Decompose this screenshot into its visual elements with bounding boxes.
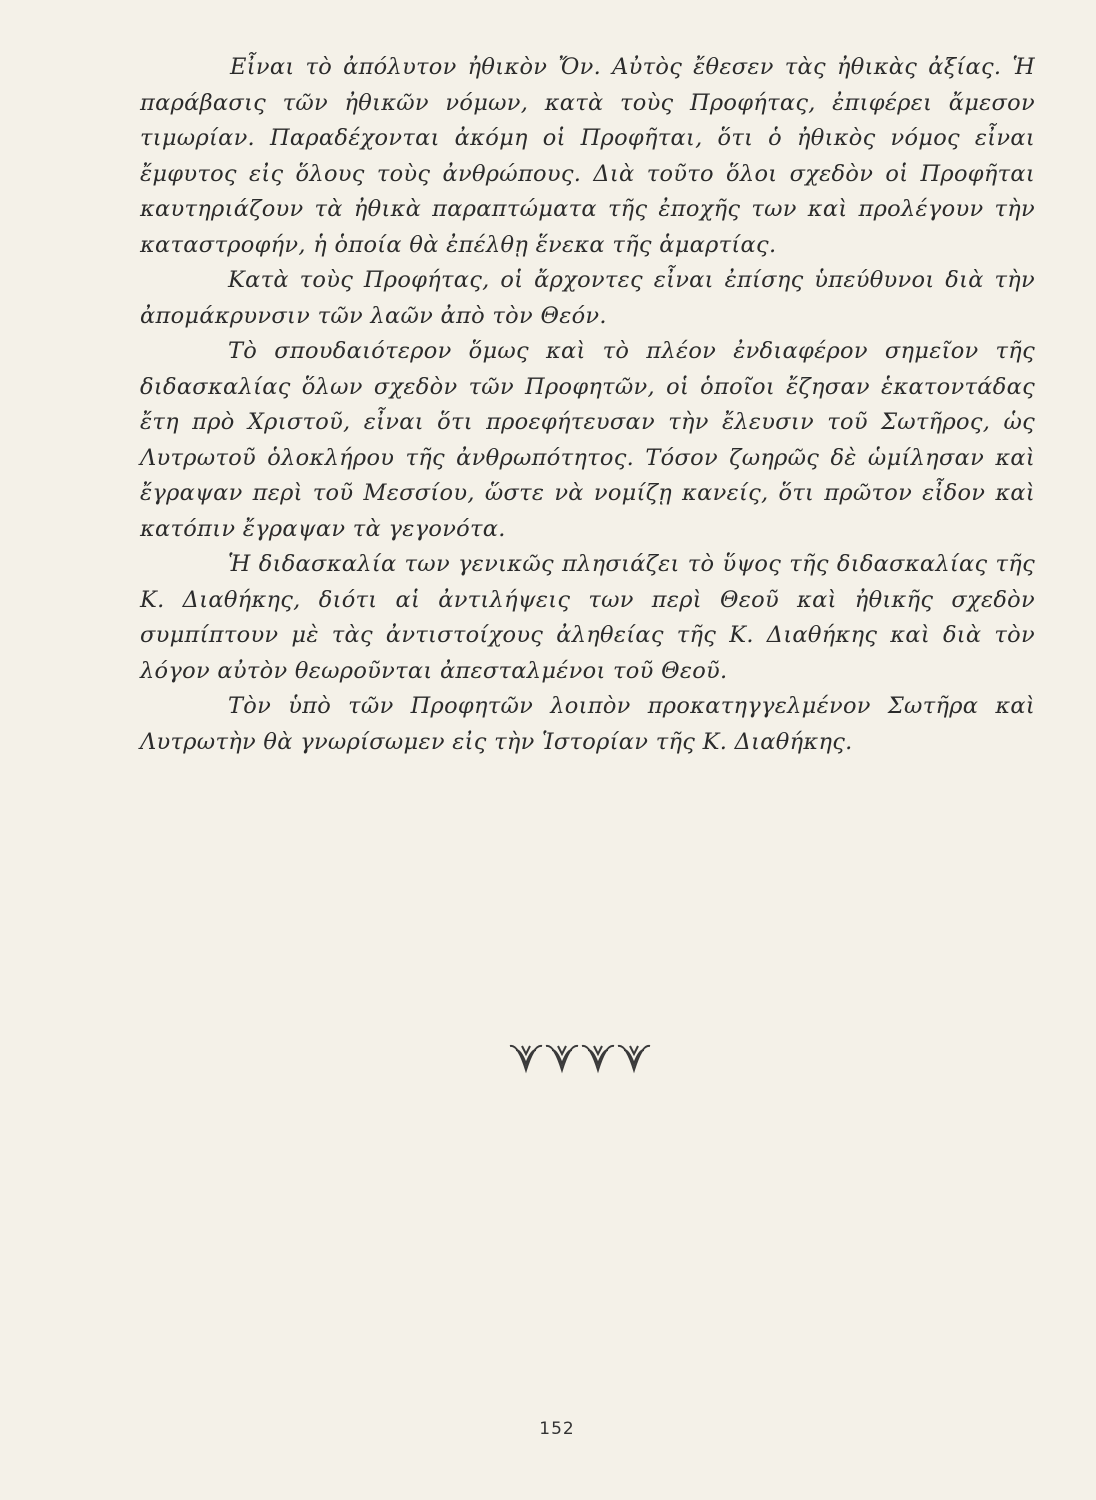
section-end-ornament-icon <box>508 1040 652 1074</box>
paragraph-2: Κατὰ τοὺς Προφήτας, οἱ ἄρχοντες εἶναι ἐπίσης ὑπεύθυνοι διὰ τὴν ἀπομάκρυνσιν τῶν λαῶν ἀπὸ τὸν Θεόν. <box>140 267 1035 329</box>
page-number: 152 <box>539 1419 575 1439</box>
paragraph-4: Ἡ διδασκαλία των γενικῶς πλησιάζει τὸ ὕψος τῆς διδασκαλίας τῆς Κ. Διαθήκης, διότι αἱ ἀντιλήψεις των περὶ Θεοῦ καὶ ἠθικῆς σχεδὸν συμπίπτουν μὲ τὰς ἀντιστοίχους ἀληθείας τῆς Κ. Διαθήκης καὶ διὰ τὸν λόγον αὐτὸν θεωροῦνται ἀπεσταλμένοι τοῦ Θεοῦ. <box>140 551 1035 684</box>
paragraph-5: Τὸν ὑπὸ τῶν Προφητῶν λοιπὸν προκατηγγελμένον Σωτῆρα καὶ Λυτρωτὴν θὰ γνωρίσωμεν εἰς τὴν Ἱστορίαν τῆς Κ. Διαθήκης. <box>140 693 1035 755</box>
paragraph-3: Τὸ σπουδαιότερον ὅμως καὶ τὸ πλέον ἐνδιαφέρον σημεῖον τῆς διδασκαλίας ὅλων σχεδὸν τῶν Προφητῶν, οἱ ὁποῖοι ἔζησαν ἑκατοντάδας ἔτη πρὸ Χριστοῦ, εἶναι ὅτι προεφήτευσαν τὴν ἔλευσιν τοῦ Σωτῆρος, ὡς Λυτρωτοῦ ὁλοκλήρου τῆς ἀνθρωπότητος. Τόσον ζωηρῶς δὲ ὡμίλησαν καὶ ἔγραψαν περὶ τοῦ Μεσσίου, ὥστε νὰ νομίζῃ κανείς, ὅτι πρῶτον εἶδον καὶ κατόπιν ἔγραψαν τὰ γεγονότα. <box>140 338 1035 542</box>
paragraph-1: Εἶναι τὸ ἀπόλυτον ἠθικὸν Ὄν. Αὐτὸς ἔθεσεν τὰς ἠθικὰς ἀξίας. Ἡ παράβασις τῶν ἠθικῶν νόμων, κατὰ τοὺς Προφήτας, ἐπιφέρει ἄμεσον τιμωρίαν. Παραδέχονται ἀκόμη οἱ Προφῆται, ὅτι ὁ ἠθικὸς νόμος εἶναι ἔμφυτος εἰς ὅλους τοὺς ἀνθρώπους. Διὰ τοῦτο ὅλοι σχεδὸν οἱ Προφῆται καυτηριάζουν τὰ ἠθικὰ παραπτώματα τῆς ἐποχῆς των καὶ προλέγουν τὴν καταστροφήν, ἡ ὁποία θὰ ἐπέλθῃ ἕνεκα τῆς ἁμαρτίας. <box>140 54 1035 258</box>
body-text <box>140 50 1035 760</box>
